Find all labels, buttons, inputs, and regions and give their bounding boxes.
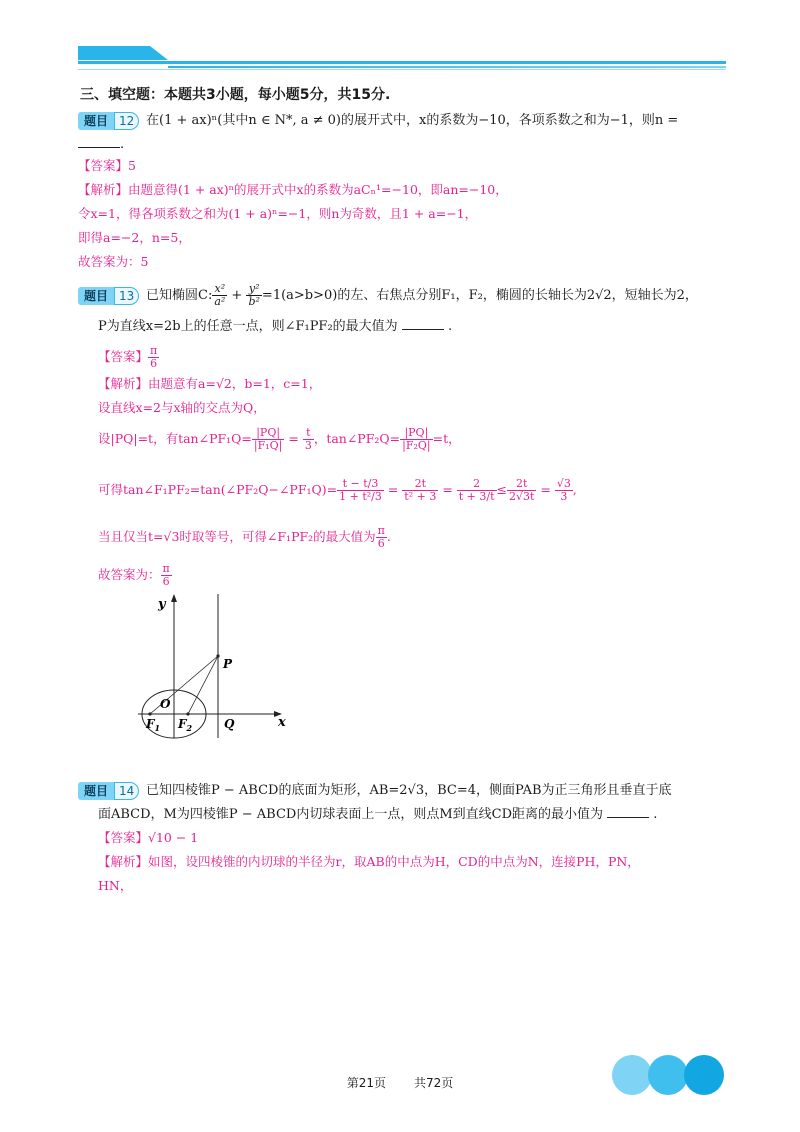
tag-number: 12	[114, 112, 139, 130]
q13-solution-4: 可得tan∠F₁PF₂=tan(∠PF₂Q−∠PF₁Q)= $\frac{t - t/3}{\text{1 + t²/3}}$ = $\frac{2t}{\text{t² + 3}}$ = $\frac{2}{t + 3/t}$ ≤ $\frac{2t}{2√3t}$ = $\frac{√3}{3}$ ,	[98, 477, 577, 503]
segment-PF2	[188, 656, 218, 714]
q14-solution-2: HN，	[98, 878, 133, 893]
header-banner	[0, 0, 800, 80]
question-tag-14: 题目 14	[78, 782, 139, 800]
decor-circle-3	[684, 1055, 724, 1095]
q13-stem-2: P为直线x=2b上的任意一点，则∠F₁PF₂的最大值为 .	[98, 319, 453, 334]
decor-circle-1	[612, 1055, 652, 1095]
svg-text:F1: $F_1$	[146, 717, 161, 733]
label-Q: Q	[224, 717, 235, 731]
label-y: y	[158, 597, 166, 612]
decor-circle-2	[648, 1055, 688, 1095]
label-F2: F	[178, 717, 187, 731]
q13-solution-3: 设|PQ|=t，有tan∠PF₁Q= $\frac{|PQ|}{\text{|F₁Q|}}$ = $\frac{t}{3}$ ，tan∠PF₂Q= $\frac{|PQ|}{\text{|F₂Q|}}$ =t，	[98, 426, 461, 452]
label-P: P	[223, 657, 233, 671]
svg-text:F2: $F_2$	[178, 717, 193, 733]
q14-stem-2: 面ABCD，M为四棱锥P − ABCD内切球表面上一点，则点M到直线CD距离的最小值为 .	[98, 807, 658, 822]
q12-solution-2: 令x=1，得各项系数之和为(1 + a)ⁿ=−1，则n为奇数，且1 + a=−1，	[78, 206, 478, 221]
q14-solution-1: 【解析】如图，设四棱锥的内切球的半径为r，取AB的中点为H，CD的中点为N，连接PH，PN，	[98, 854, 640, 869]
point-F1	[148, 712, 151, 715]
label-F1: F	[146, 717, 155, 731]
ellipse-figure	[130, 590, 300, 740]
y-axis-arrow	[171, 594, 177, 602]
q13-solution-1: 【解析】由题意有a=√2，b=1，c=1，	[98, 376, 322, 391]
question-tag-13: 题目 13	[78, 287, 139, 305]
point-P	[216, 654, 219, 657]
q12-solution-1: 【解析】由题意得(1 + ax)ⁿ的展开式中x的系数为aCₙ¹=−10，即an=−10，	[78, 182, 508, 197]
q12-solution-3: 即得a=−2，n=5，	[78, 230, 191, 245]
label-O: O	[160, 697, 171, 711]
section-title: 三、填空题：本题共3小题，每小题5分，共15分.	[80, 87, 391, 103]
q13-solution-5: 当且仅当t=√3时取等号，可得∠F₁PF₂的最大值为 $\frac{\pi}{6}$ .	[98, 524, 391, 550]
page-total: 共72页	[414, 1076, 454, 1090]
tag-label: 题目	[78, 112, 114, 130]
page-number: 第21页	[346, 1076, 386, 1090]
q12-solution-4: 故答案为：5	[78, 254, 149, 269]
q13-stem-1: 已知椭圆C: $\frac{\text{x²}}{\text{a²}}$ + $\frac{\text{y²}}{\text{b²}}$ =1(a>b>0)的左、右焦点分别F₁，F₂，椭圆的长轴长为2√2，短轴长为2，	[146, 282, 698, 308]
point-F2	[186, 712, 189, 715]
label-x: x	[278, 715, 286, 730]
q14-answer: 【答案】√10 − 1	[98, 830, 199, 845]
fraction-y2-b2: $\frac{\text{y²}}{\text{b²}}$	[248, 282, 260, 308]
fraction-x2-a2: $\frac{\text{x²}}{\text{a²}}$	[214, 282, 226, 308]
q13-solution-6: 故答案为： $\frac{\pi}{6}$	[98, 562, 170, 588]
q12-answer: 【答案】5	[78, 158, 136, 173]
q12-blank: .	[78, 135, 124, 155]
question-tag-12	[78, 112, 139, 130]
q13-answer: 【答案】 $\frac{\pi}{6}$	[98, 344, 158, 370]
q14-stem-1: 已知四棱锥P − ABCD的底面为矩形，AB=2√3，BC=4，侧面PAB为正三角形且垂直于底	[146, 783, 672, 798]
q13-solution-2: 设直线x=2与x轴的交点为Q，	[98, 400, 266, 415]
q12-stem: 在(1 + ax)ⁿ(其中n ∈ N*, a ≠ 0)的展开式中，x的系数为−10，各项系数之和为−1，则n =	[146, 113, 679, 128]
